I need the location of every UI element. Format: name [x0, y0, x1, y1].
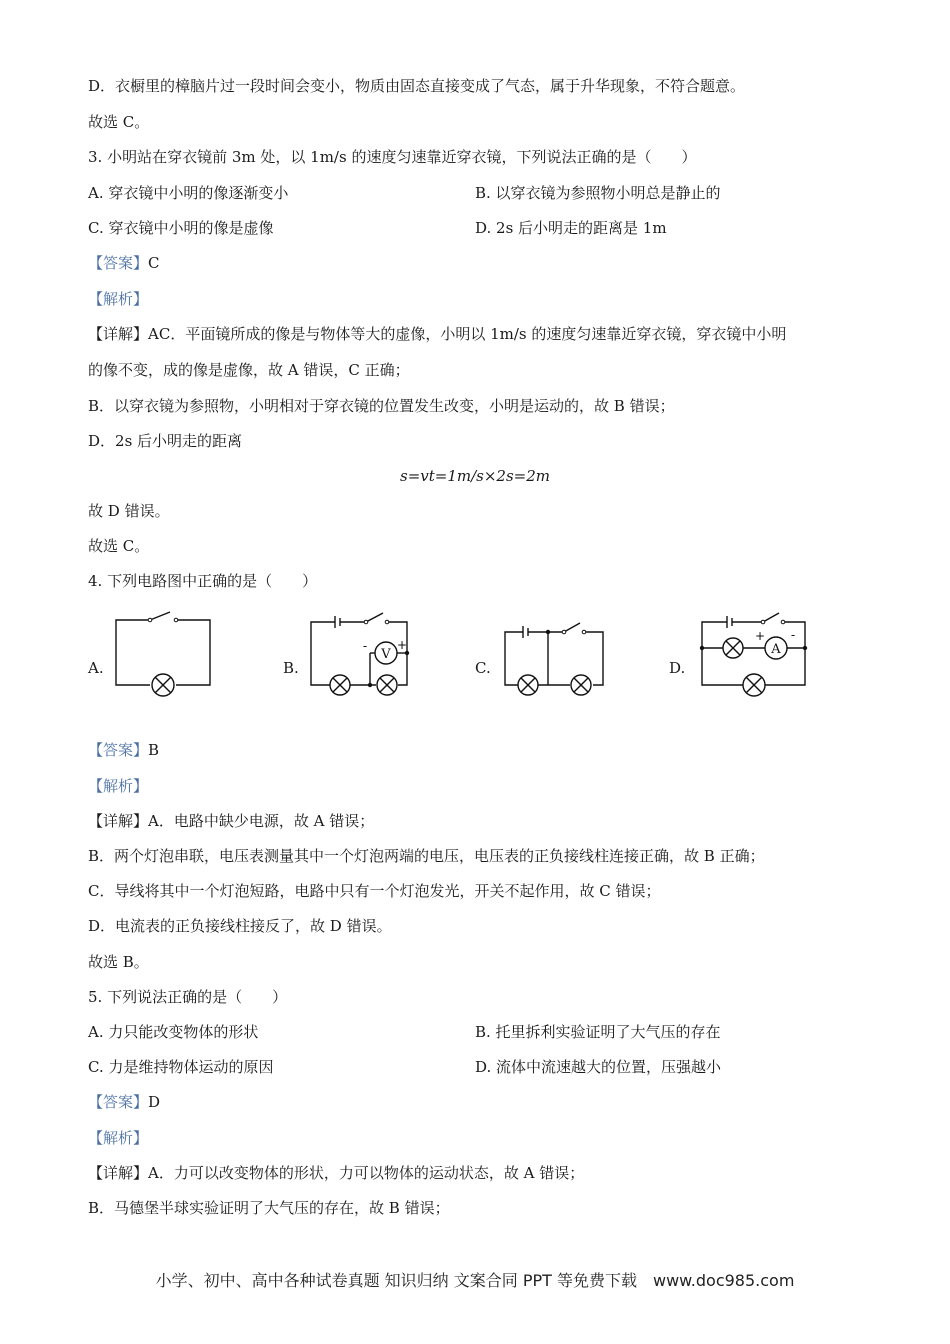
detail-text: A．力可以改变物体的形状，力可以物体的运动状态，故 A 错误； — [148, 1164, 585, 1182]
option-5b: B. 托里拆利实验证明了大气压的存在 — [475, 1023, 721, 1041]
question-5: 5. 下列说法正确的是（ ） — [88, 988, 288, 1006]
circuit-label-b: B. — [283, 659, 299, 677]
detail-5-2: B．马德堡半球实验证明了大气压的存在，故 B 错误； — [88, 1199, 450, 1217]
analysis-tag: 【解析】 — [88, 777, 149, 795]
page-footer[interactable]: 小学、初中、高中各种试卷真题 知识归纳 文案合同 PPT 等免费下载 www.doc985.com — [155, 1271, 795, 1290]
answer-5 — [88, 1092, 160, 1112]
text-line: 故选 C。 — [88, 113, 150, 131]
voltmeter-symbol: V — [381, 647, 391, 662]
detail-4-4: D．电流表的正负接线柱接反了，故 D 错误。 — [88, 917, 392, 935]
circuit-b-diagram — [303, 605, 418, 700]
detail-4-3: C．导线将其中一个灯泡短路，电路中只有一个灯泡发光，开关不起作用，故 C 错误； — [88, 882, 661, 900]
circuit-label-d: D. — [669, 659, 686, 677]
detail-3-5: 故 D 错误。 — [88, 502, 170, 520]
detail-4-2: B．两个灯泡串联，电压表测量其中一个灯泡两端的电压，电压表的正负接线柱连接正确，故 B 正确； — [88, 847, 765, 865]
detail-3-4: D．2s 后小明走的距离 — [88, 432, 243, 450]
answer-3 — [88, 253, 160, 273]
circuit-d-diagram — [697, 605, 812, 700]
detail-tag: 【详解】 — [88, 325, 149, 343]
circuit-a-diagram — [110, 605, 220, 700]
voltmeter-plus: + — [396, 638, 408, 652]
detail-text: A．电路中缺少电源，故 A 错误； — [148, 812, 375, 830]
answer-tag: 【答案】 — [88, 741, 149, 759]
detail-4-5: 故选 B。 — [88, 953, 149, 971]
detail-3-2: 的像不变，成的像是虚像，故 A 错误，C 正确； — [88, 361, 410, 379]
option-5c: C. 力是维持物体运动的原因 — [88, 1058, 274, 1076]
option-3b: B. 以穿衣镜为参照物小明总是静止的 — [475, 184, 721, 202]
detail-3-1 — [88, 324, 786, 344]
answer-4 — [88, 740, 159, 760]
question-3: 3. 小明站在穿衣镜前 3m 处，以 1m/s 的速度匀速靠近穿衣镜，下列说法正确的是（ ） — [88, 148, 697, 166]
detail-tag: 【详解】 — [88, 1164, 149, 1182]
answer-value: D — [148, 1093, 161, 1111]
text-line: D．衣橱里的樟脑片过一段时间会变小，物质由固态直接变成了气态，属于升华现象，不符合题意。 — [88, 77, 746, 95]
option-5d: D. 流体中流速越大的位置，压强越小 — [475, 1058, 722, 1076]
circuit-label-a: A. — [88, 659, 104, 677]
answer-value: B — [148, 741, 160, 759]
detail-5-1 — [88, 1163, 584, 1183]
detail-text: AC．平面镜所成的像是与物体等大的虚像，小明以 1m/s 的速度匀速靠近穿衣镜，穿衣镜中小明 — [148, 325, 787, 343]
detail-4-1 — [88, 811, 374, 831]
detail-3-3: B．以穿衣镜为参照物，小明相对于穿衣镜的位置发生改变，小明是运动的，故 B 错误； — [88, 397, 675, 415]
formula: s=vt=1m/s×2s=2m — [400, 467, 550, 485]
ammeter-symbol: A — [771, 642, 781, 657]
option-3d: D. 2s 后小明走的距离是 1m — [475, 219, 667, 237]
ammeter-plus: + — [754, 629, 766, 643]
ammeter-minus: - — [790, 628, 796, 642]
voltmeter-minus: - — [362, 639, 368, 653]
analysis-tag: 【解析】 — [88, 1129, 149, 1147]
option-3a: A. 穿衣镜中小明的像逐渐变小 — [88, 184, 289, 202]
answer-tag: 【答案】 — [88, 1093, 149, 1111]
option-5a: A. 力只能改变物体的形状 — [88, 1023, 259, 1041]
question-4: 4. 下列电路图中正确的是（ ） — [88, 572, 318, 590]
analysis-tag: 【解析】 — [88, 290, 149, 308]
answer-value: C — [148, 254, 160, 272]
circuit-label-c: C. — [475, 659, 491, 677]
option-3c: C. 穿衣镜中小明的像是虚像 — [88, 219, 274, 237]
detail-3-6: 故选 C。 — [88, 537, 150, 555]
detail-tag: 【详解】 — [88, 812, 149, 830]
answer-tag: 【答案】 — [88, 254, 149, 272]
circuit-c-diagram — [500, 615, 610, 705]
